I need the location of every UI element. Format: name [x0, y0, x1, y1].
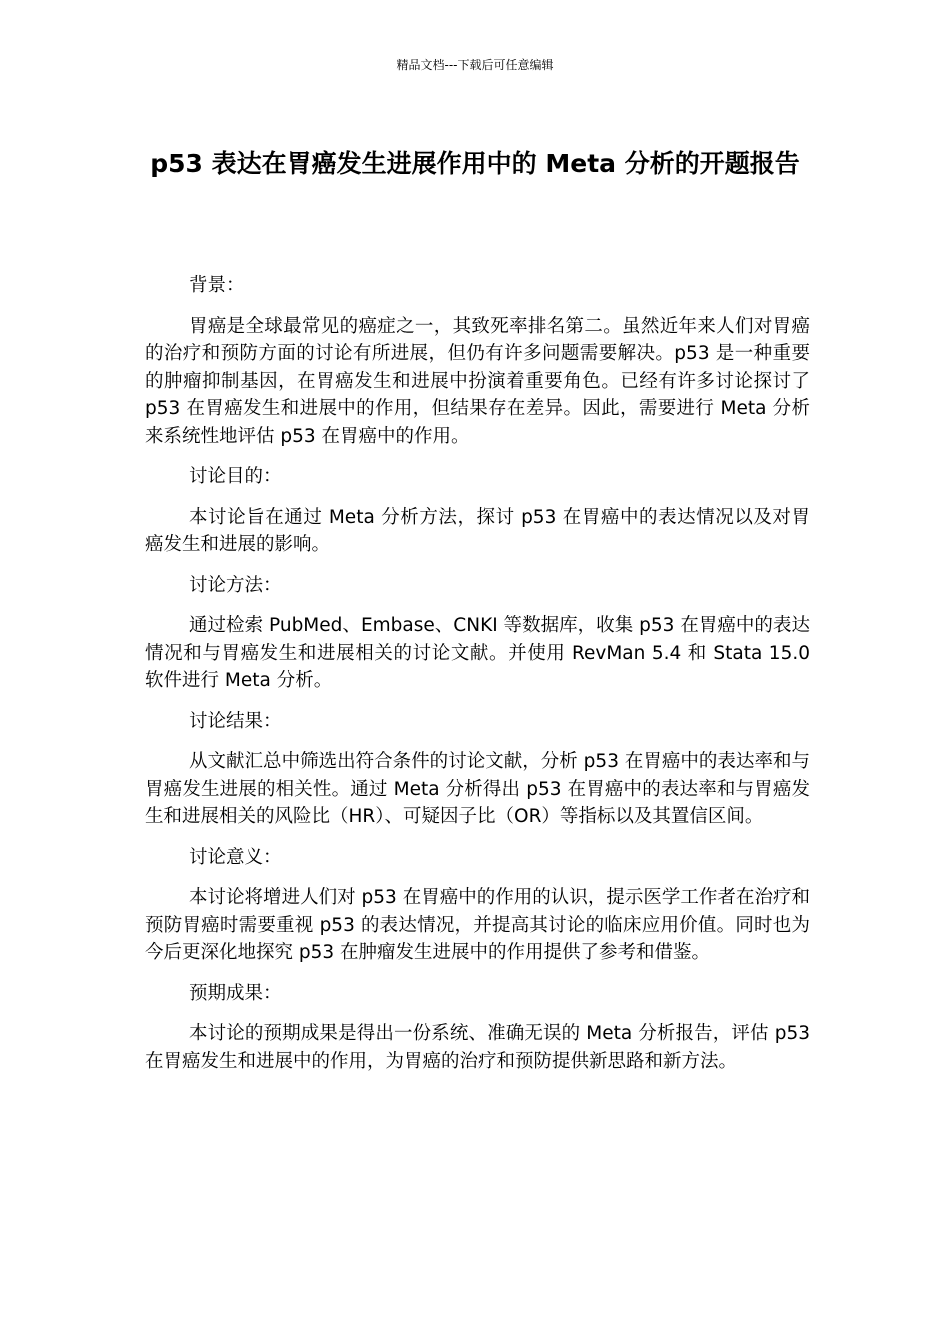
section-body-results: 从文献汇总中筛选出符合条件的讨论文献，分析 p53 在胃癌中的表达率和与胃癌发生进展的相关性。通过 Meta 分析得出 p53 在胃癌中的表达率和与胃癌发生和进展相关的风险比（HR）、可疑因子比（OR）等指标以及其置信区间。	[145, 751, 810, 827]
section-heading-methods: 讨论方法：	[189, 574, 282, 596]
section-heading-expected-outcomes: 预期成果：	[189, 982, 282, 1004]
section-body-methods: 通过检索 PubMed、Embase、CNKI 等数据库，收集 p53 在胃癌中的表达情况和与胃癌发生和进展相关的讨论文献。并使用 RevMan 5.4 和 Stata 15.0 软件进行 Meta 分析。	[145, 615, 810, 691]
section-heading-results: 讨论结果：	[189, 710, 282, 732]
section-heading-background: 背景：	[189, 275, 245, 296]
section-body-purpose: 本讨论旨在通过 Meta 分析方法，探讨 p53 在胃癌中的表达情况以及对胃癌发生和进展的影响。	[145, 506, 810, 555]
section-body-background: 胃癌是全球最常见的癌症之一，其致死率排名第二。虽然近年来人们对胃癌的治疗和预防方面的讨论有所进展，但仍有许多问题需要解决。p53 是一种重要的肿瘤抑制基因，在胃癌发生和进展中扮演着重要角色。已经有许多讨论探讨了 p53 在胃癌发生和进展中的作用，但结果存在差异。因此，需要进行 Meta 分析来系统性地评估 p53 在胃癌中的作用。	[145, 315, 810, 447]
section-body-significance: 本讨论将增进人们对 p53 在胃癌中的作用的认识，提示医学工作者在治疗和预防胃癌时需要重视 p53 的表达情况，并提高其讨论的临床应用价值。同时也为今后更深化地探究 p53 在肿瘤发生进展中的作用提供了参考和借鉴。	[145, 887, 810, 963]
section-body-expected-outcomes: 本讨论的预期成果是得出一份系统、准确无误的 Meta 分析报告，评估 p53 在胃癌发生和进展中的作用，为胃癌的治疗和预防提供新思路和新方法。	[145, 1023, 810, 1072]
section-heading-purpose: 讨论目的：	[189, 466, 282, 487]
page-header: 精品文档---下载后可任意编辑	[396, 58, 554, 72]
document-body	[145, 272, 810, 1088]
section-heading-significance: 讨论意义：	[189, 846, 282, 868]
document-title: p53 表达在胃癌发生进展作用中的 Meta 分析的开题报告	[150, 149, 800, 178]
